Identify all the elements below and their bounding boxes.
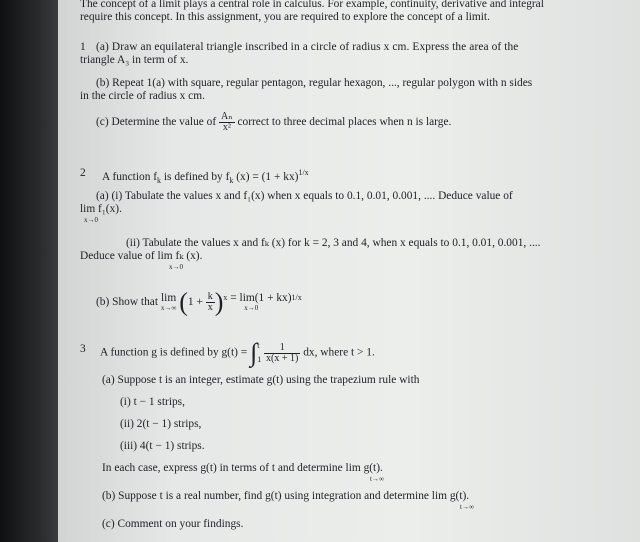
q2-b-fraction-denominator: x: [207, 302, 213, 313]
q3-each-case-limit-sub: t→∞: [370, 475, 384, 483]
q2-a-i-line-2: lim f₁(x).: [80, 203, 122, 215]
q2-intro-mid: is defined by f: [161, 171, 230, 183]
q2-b-limit-1: [161, 292, 177, 312]
q2-b-fraction: [206, 292, 215, 313]
q1-c-pre: (c) Determine the value of: [96, 116, 217, 129]
q2-intro: [102, 167, 309, 187]
q3-a-ii: (ii) 2(t − 1) strips,: [120, 418, 202, 430]
q3-integral-upper: t: [257, 341, 260, 350]
q1-c-post: correct to three decimal places when n is large.: [237, 116, 452, 129]
q2-a-ii-limit-sub: x→0: [169, 263, 183, 271]
q2-a-i-limit-sub: x→0: [84, 216, 98, 224]
q2-b-close-paren: ): [214, 287, 224, 317]
q1-b-line-2: in the circle of radius x cm.: [80, 90, 205, 102]
q3-fraction-denominator: x(x + 1): [266, 352, 299, 364]
q2-intro-sub2: k: [229, 176, 234, 185]
q2-b-limit-2-sub: x→0: [244, 304, 259, 312]
q2-b-limit-1-text: lim: [161, 292, 177, 304]
q2-a-i-line-1: (a) (i) Tabulate the values x and f₁(x) when x equals to 0.1, 0.01, 0.001, .... Deduce value of: [96, 190, 513, 202]
q3-a-i: (i) t − 1 strips,: [120, 396, 185, 408]
q2-intro-pre: A function f: [102, 171, 158, 183]
q2-b-line: [96, 287, 302, 317]
q3-intro-pre: A function g is defined by g(t) =: [100, 346, 248, 359]
q3-a-line: (a) Suppose t is an integer, estimate g(t) using the trapezium rule with: [102, 374, 420, 386]
q1-c-fraction-denominator: x²: [222, 122, 231, 133]
q2-a-ii-line-1: (ii) Tabulate the values x and fₖ (x) for k = 2, 3 and 4, when x equals to 0.1, 0.01, 0.001, ....: [126, 237, 541, 249]
document-page: [58, 0, 640, 542]
integral-sign-icon: ∫: [250, 338, 258, 367]
q1-a-line-1: (a) Draw an equilateral triangle inscribed in a circle of radius x cm. Express the area of the: [96, 41, 519, 53]
q3-b-line: (b) Suppose t is a real number, find g(t) using integration and determine lim g(t).: [102, 490, 470, 502]
q3-number: 3: [80, 343, 86, 355]
q3-b-limit-sub: t→∞: [460, 503, 474, 511]
q2-b-fraction-numerator: k: [207, 291, 213, 302]
q3-fraction: [264, 343, 300, 364]
q1-a-line-2: triangle A₃ in term of x.: [80, 54, 189, 66]
q2-b-open-paren: (: [179, 287, 188, 317]
q3-intro-post: dx, where t > 1.: [303, 346, 375, 359]
intro-line-1: The concept of a limit plays a central role in calculus. For example, continuity, derivative and integral: [80, 0, 544, 10]
intro-line-2: require this concept. In this assignment, you are required to explore the concept of a limit.: [80, 11, 490, 23]
q2-number: 2: [80, 167, 86, 179]
q3-intro: [100, 339, 375, 367]
q3-each-case: In each case, express g(t) in terms of t and determine lim g(t).: [102, 462, 383, 474]
q2-b-limit-2: [230, 292, 291, 312]
q2-b-exponent-2: 1/x: [291, 293, 302, 303]
q1-c-fraction: [219, 112, 235, 133]
q2-b-inner: 1 +: [187, 296, 203, 309]
q2-intro-formula: (x) = (1 + kx): [236, 171, 299, 183]
q3-a-iii: (iii) 4(t − 1) strips.: [120, 440, 205, 452]
q3-fraction-numerator: 1: [264, 343, 300, 354]
q2-b-pre: (b) Show that: [96, 296, 159, 309]
q2-b-limit-1-sub: x→∞: [160, 304, 177, 312]
q1-b-line-1: (b) Repeat 1(a) with square, regular pentagon, regular hexagon, ..., regular polygon with n sides: [96, 77, 533, 89]
q2-intro-exponent: 1/x: [298, 168, 309, 177]
background-shadow: [0, 0, 58, 542]
q3-integral-lower: 1: [257, 355, 262, 364]
q2-a-ii-line-2: Deduce value of lim fₖ (x).: [80, 250, 203, 262]
q1-c-fraction-numerator: Aₙ: [221, 111, 233, 122]
q2-b-equals-limit: = lim(1 + kx): [230, 292, 292, 304]
q2-intro-sub: k: [157, 176, 162, 185]
q2-b-exponent: x: [223, 293, 228, 303]
q1-number: 1: [80, 41, 86, 53]
q3-c-line: (c) Comment on your findings.: [102, 518, 244, 530]
q1-c-line: [96, 112, 451, 133]
q3-integral-limits: [257, 339, 261, 367]
